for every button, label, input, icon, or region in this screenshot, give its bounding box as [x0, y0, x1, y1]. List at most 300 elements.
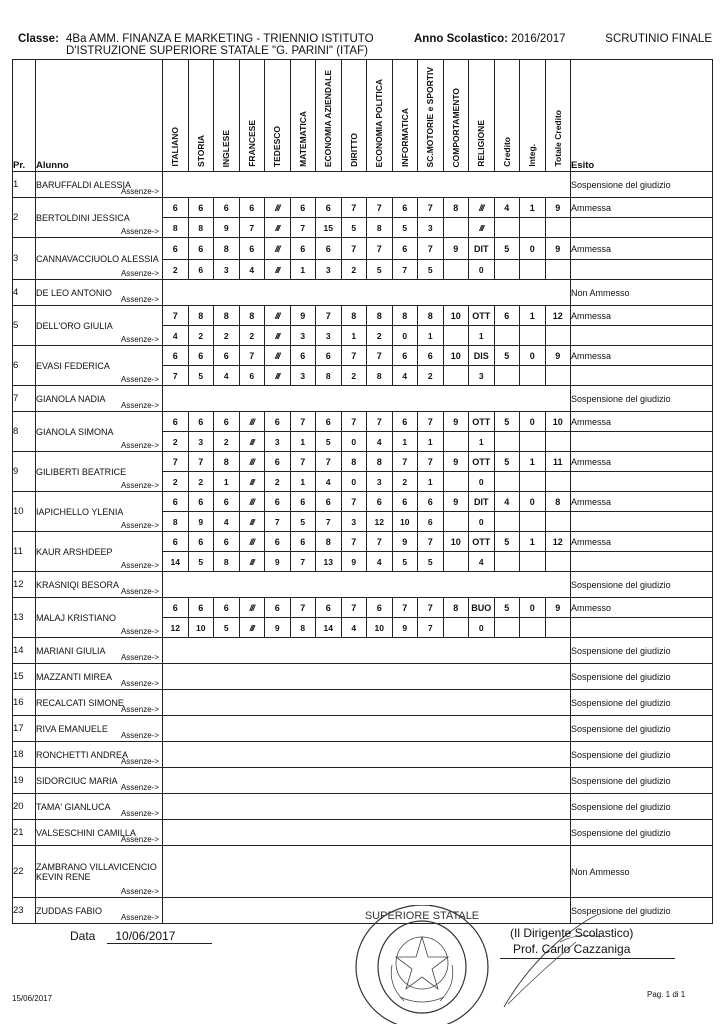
col-header-pr: Pr.: [13, 60, 36, 172]
empty-grades-cell: [163, 690, 571, 716]
assenze-label: Assenze->: [120, 401, 159, 410]
col-header-subject: [443, 60, 469, 172]
assenze-label: Assenze->: [120, 627, 159, 636]
assenze-cell: [545, 512, 571, 532]
grade-cell: 7: [341, 412, 367, 432]
assenze-cell: ///: [239, 618, 265, 638]
student-row: [13, 572, 713, 598]
grade-cell: 5: [494, 452, 520, 472]
assenze-cell: 0: [469, 472, 495, 492]
student-row: [13, 598, 713, 618]
student-number: 7: [13, 386, 36, 412]
grade-cell: DIS: [469, 346, 495, 366]
assenze-cell: 4: [367, 552, 393, 572]
col-header-label: ECONOMIA AZIENDALE: [323, 69, 334, 167]
assenze-cell: 8: [188, 218, 214, 238]
scrutinio-title: SCRUTINIO FINALE: [605, 33, 712, 45]
esito-cell: Sospensione del giudizio: [571, 820, 713, 846]
assenze-cell: 2: [265, 472, 291, 492]
table-body: [13, 172, 713, 924]
assenze-cell: 3: [341, 512, 367, 532]
grade-cell: 5: [494, 598, 520, 618]
student-name: KAUR ARSHDEEP: [36, 546, 113, 557]
student-name-cell: [36, 412, 163, 452]
assenze-cell: 2: [163, 432, 189, 452]
grade-cell: 12: [545, 532, 571, 552]
student-number: 2: [13, 198, 36, 238]
assenze-label: Assenze->: [120, 835, 159, 844]
esito-cell: Ammessa: [571, 532, 713, 552]
student-name-cell: [36, 306, 163, 346]
footer-date: [70, 929, 212, 944]
student-name-cell: [36, 742, 163, 768]
assenze-cell: 7: [239, 218, 265, 238]
col-header-label: ECONOMIA POLITICA: [374, 78, 385, 167]
assenze-cell: [494, 432, 520, 452]
assenze-cell: 9: [265, 552, 291, 572]
esito-empty-cell: [571, 326, 713, 346]
student-number: 9: [13, 452, 36, 492]
student-number: 11: [13, 532, 36, 572]
assenze-cell: [443, 472, 469, 492]
student-name-cell: [36, 716, 163, 742]
student-number: 17: [13, 716, 36, 742]
student-row: [13, 690, 713, 716]
col-header-subject: [341, 60, 367, 172]
assenze-cell: [545, 366, 571, 386]
assenze-cell: [520, 366, 546, 386]
assenze-cell: 3: [290, 326, 316, 346]
grade-cell: 4: [494, 198, 520, 218]
student-number: 5: [13, 306, 36, 346]
assenze-cell: ///: [239, 432, 265, 452]
assenze-label: Assenze->: [120, 653, 159, 662]
grade-cell: 6: [188, 346, 214, 366]
grade-cell: 6: [188, 532, 214, 552]
grade-cell: 6: [392, 198, 418, 218]
empty-grades-cell: [163, 664, 571, 690]
student-row: [13, 664, 713, 690]
grade-cell: 11: [545, 452, 571, 472]
grade-cell: 1: [520, 532, 546, 552]
assenze-cell: 0: [469, 618, 495, 638]
assenze-label: Assenze->: [120, 809, 159, 818]
assenze-cell: 5: [418, 260, 444, 280]
student-name: MARIANI GIULIA: [36, 645, 106, 656]
grade-cell: 9: [443, 238, 469, 260]
grade-cell: ///: [469, 198, 495, 218]
student-name: DELL'ORO GIULIA: [36, 320, 113, 331]
grade-cell: 6: [316, 238, 342, 260]
assenze-cell: 3: [290, 366, 316, 386]
student-row: [13, 386, 713, 412]
assenze-cell: [520, 326, 546, 346]
assenze-cell: 3: [469, 366, 495, 386]
grade-cell: ///: [265, 306, 291, 326]
student-name-cell: [36, 638, 163, 664]
assenze-cell: [443, 326, 469, 346]
grade-cell: 8: [188, 306, 214, 326]
student-name: CANNAVACCIUOLO ALESSIA: [36, 253, 159, 264]
student-name: BARUFFALDI ALESSIA: [36, 179, 132, 190]
grade-cell: 10: [443, 346, 469, 366]
grade-cell: 7: [418, 198, 444, 218]
grade-cell: 8: [367, 452, 393, 472]
assenze-cell: 10: [367, 618, 393, 638]
col-header-subject: [520, 60, 546, 172]
student-row: [13, 532, 713, 552]
grade-cell: 5: [494, 238, 520, 260]
assenze-cell: 0: [392, 326, 418, 346]
grade-cell: 8: [341, 452, 367, 472]
document-header: [18, 33, 712, 59]
grade-cell: 9: [545, 346, 571, 366]
col-header-label: INGLESE: [221, 129, 232, 167]
assenze-cell: [443, 432, 469, 452]
assenze-cell: [443, 366, 469, 386]
grade-cell: BUO: [469, 598, 495, 618]
grade-cell: 8: [341, 306, 367, 326]
assenze-cell: [520, 512, 546, 532]
data-label: Data: [70, 929, 96, 943]
student-name: DE LEO ANTONIO: [36, 287, 112, 298]
page-number: Pag. 1 di 1: [647, 990, 686, 999]
assenze-cell: [494, 326, 520, 346]
assenze-cell: [443, 618, 469, 638]
student-name: VALSESCHINI CAMILLA: [36, 827, 136, 838]
assenze-cell: 9: [392, 618, 418, 638]
assenze-label: Assenze->: [120, 679, 159, 688]
assenze-cell: ///: [265, 260, 291, 280]
assenze-cell: 3: [367, 472, 393, 492]
student-number: 18: [13, 742, 36, 768]
col-header-label: INFORMATICA: [399, 108, 410, 167]
grade-cell: 9: [545, 198, 571, 218]
assenze-cell: [443, 512, 469, 532]
grade-cell: 9: [545, 238, 571, 260]
student-number: 16: [13, 690, 36, 716]
student-name: KRASNIQI BESORA: [36, 579, 120, 590]
assenze-cell: 9: [265, 618, 291, 638]
esito-cell: Non Ammesso: [571, 280, 713, 306]
assenze-cell: [520, 218, 546, 238]
col-header-label: STORIA: [195, 135, 206, 167]
assenze-cell: 5: [188, 552, 214, 572]
esito-cell: Ammessa: [571, 492, 713, 512]
grade-cell: 8: [214, 306, 240, 326]
assenze-cell: [545, 552, 571, 572]
assenze-cell: 14: [316, 618, 342, 638]
student-name: ZUDDAS FABIO: [36, 905, 103, 916]
assenze-cell: 9: [341, 552, 367, 572]
empty-grades-cell: [163, 716, 571, 742]
grade-cell: 6: [265, 598, 291, 618]
col-header-label: TEDESCO: [272, 125, 283, 167]
grade-cell: 6: [290, 532, 316, 552]
grade-cell: 6: [163, 492, 189, 512]
grade-cell: 8: [443, 598, 469, 618]
grade-cell: 9: [443, 412, 469, 432]
assenze-cell: 7: [290, 218, 316, 238]
assenze-cell: [443, 260, 469, 280]
grade-cell: 8: [239, 306, 265, 326]
assenze-cell: 1: [214, 472, 240, 492]
assenze-cell: 1: [418, 432, 444, 452]
grade-cell: 7: [392, 452, 418, 472]
student-name-cell: [36, 386, 163, 412]
student-number: 12: [13, 572, 36, 598]
assenze-cell: [545, 432, 571, 452]
col-header-label: Integ.: [527, 144, 538, 167]
grade-cell: 6: [188, 412, 214, 432]
grade-cell: 7: [367, 238, 393, 260]
grade-cell: 9: [290, 306, 316, 326]
student-row: [13, 742, 713, 768]
col-header-label: Credito: [501, 137, 512, 167]
assenze-cell: [443, 552, 469, 572]
grade-cell: 10: [545, 412, 571, 432]
student-row: [13, 172, 713, 198]
grade-cell: 1: [520, 452, 546, 472]
grade-cell: ///: [265, 238, 291, 260]
grade-cell: 9: [392, 532, 418, 552]
assenze-cell: [545, 618, 571, 638]
student-name-cell: [36, 238, 163, 280]
grade-cell: 7: [341, 198, 367, 218]
assenze-cell: 0: [469, 512, 495, 532]
assenze-cell: 5: [392, 218, 418, 238]
esito-cell: Ammessa: [571, 452, 713, 472]
esito-cell: Sospensione del giudizio: [571, 898, 713, 924]
assenze-cell: [520, 472, 546, 492]
grade-cell: 6: [392, 346, 418, 366]
grade-cell: 7: [418, 452, 444, 472]
assenze-cell: [545, 260, 571, 280]
assenze-cell: 2: [239, 326, 265, 346]
grade-cell: 7: [188, 452, 214, 472]
assenze-cell: 2: [163, 472, 189, 492]
esito-cell: Ammesso: [571, 598, 713, 618]
col-header-label: ITALIANO: [170, 127, 181, 167]
assenze-cell: 1: [341, 326, 367, 346]
esito-empty-cell: [571, 552, 713, 572]
assenze-cell: 8: [290, 618, 316, 638]
grade-cell: 6: [214, 346, 240, 366]
grade-cell: 7: [163, 306, 189, 326]
grade-cell: 6: [239, 238, 265, 260]
assenze-cell: 2: [214, 432, 240, 452]
student-number: 3: [13, 238, 36, 280]
assenze-cell: [520, 260, 546, 280]
col-header-label: Totale Credito: [552, 110, 563, 167]
assenze-cell: ///: [265, 218, 291, 238]
grade-cell: 6: [239, 198, 265, 218]
assenze-cell: [494, 618, 520, 638]
assenze-cell: 3: [214, 260, 240, 280]
student-row: [13, 492, 713, 512]
empty-grades-cell: [163, 742, 571, 768]
grade-cell: 6: [163, 346, 189, 366]
grade-cell: 5: [494, 532, 520, 552]
assenze-cell: 2: [392, 472, 418, 492]
student-name-cell: [36, 572, 163, 598]
classe-value: 4Ba AMM. FINANZA E MARKETING - TRIENNIO ISTITUTO D'ISTRUZIONE SUPERIORE STATALE "G. PARINI" (ITAF): [66, 33, 374, 57]
assenze-cell: 4: [367, 432, 393, 452]
student-name: MALAJ KRISTIANO: [36, 612, 117, 623]
grade-cell: 9: [545, 598, 571, 618]
assenze-cell: 7: [290, 552, 316, 572]
assenze-cell: 1: [469, 432, 495, 452]
grade-cell: 6: [392, 492, 418, 512]
assenze-cell: [494, 472, 520, 492]
student-name-cell: [36, 690, 163, 716]
esito-cell: Sospensione del giudizio: [571, 742, 713, 768]
assenze-cell: 6: [239, 366, 265, 386]
assenze-cell: [443, 218, 469, 238]
assenze-cell: 10: [188, 618, 214, 638]
grade-cell: 7: [341, 598, 367, 618]
grade-cell: 7: [290, 412, 316, 432]
col-header-subject: [545, 60, 571, 172]
student-name-cell: [36, 532, 163, 572]
grade-cell: 7: [367, 198, 393, 218]
assenze-cell: ///: [265, 366, 291, 386]
assenze-cell: 3: [316, 260, 342, 280]
assenze-cell: 5: [188, 366, 214, 386]
student-row: [13, 412, 713, 432]
grade-cell: 7: [367, 412, 393, 432]
assenze-label: Assenze->: [120, 587, 159, 596]
grade-cell: 0: [520, 238, 546, 260]
col-header-label: FRANCESE: [246, 120, 257, 167]
esito-cell: Sospensione del giudizio: [571, 690, 713, 716]
grade-cell: OTT: [469, 452, 495, 472]
esito-cell: Ammessa: [571, 412, 713, 432]
grade-cell: 6: [188, 238, 214, 260]
empty-grades-cell: [163, 794, 571, 820]
grade-cell: 7: [316, 306, 342, 326]
assenze-cell: [494, 260, 520, 280]
student-name-cell: [36, 172, 163, 198]
grade-cell: 6: [214, 598, 240, 618]
assenze-cell: [545, 326, 571, 346]
assenze-cell: 5: [316, 432, 342, 452]
student-name: TAMA' GIANLUCA: [36, 801, 111, 812]
assenze-cell: 14: [163, 552, 189, 572]
empty-grades-cell: [163, 846, 571, 898]
esito-cell: Sospensione del giudizio: [571, 768, 713, 794]
grade-cell: 6: [163, 198, 189, 218]
grade-cell: 7: [341, 346, 367, 366]
grade-cell: 8: [367, 306, 393, 326]
dirigente-name: Prof. Carlo Cazzaniga: [512, 942, 631, 956]
grade-cell: ///: [239, 492, 265, 512]
student-row: [13, 198, 713, 218]
anno-value: 2016/2017: [511, 33, 566, 45]
assenze-cell: 0: [469, 260, 495, 280]
grade-cell: 8: [392, 306, 418, 326]
esito-cell: Sospensione del giudizio: [571, 172, 713, 198]
student-name-cell: [36, 846, 163, 898]
grade-cell: DIT: [469, 238, 495, 260]
student-name-cell: [36, 898, 163, 924]
empty-grades-cell: [163, 820, 571, 846]
assenze-cell: 3: [418, 218, 444, 238]
col-header-subject: [494, 60, 520, 172]
assenze-cell: ///: [469, 218, 495, 238]
assenze-cell: 7: [392, 260, 418, 280]
assenze-label: Assenze->: [120, 705, 159, 714]
student-row: [13, 280, 713, 306]
student-name: RONCHETTI ANDREA: [36, 749, 129, 760]
assenze-label: Assenze->: [120, 269, 159, 278]
grade-cell: 6: [392, 412, 418, 432]
student-number: 14: [13, 638, 36, 664]
grade-cell: OTT: [469, 306, 495, 326]
grade-cell: 7: [239, 346, 265, 366]
grade-cell: 6: [188, 198, 214, 218]
grade-cell: 1: [520, 198, 546, 218]
col-header-subject: [316, 60, 342, 172]
student-name: SIDORCIUC MARIA: [36, 775, 118, 786]
assenze-label: Assenze->: [120, 887, 159, 896]
esito-cell: Ammessa: [571, 198, 713, 218]
student-row: [13, 346, 713, 366]
grade-cell: 6: [392, 238, 418, 260]
data-value: 10/06/2017: [107, 929, 212, 944]
grade-cell: 6: [265, 492, 291, 512]
col-header-esito: Esito: [571, 60, 713, 172]
assenze-label: Assenze->: [120, 441, 159, 450]
empty-grades-cell: [163, 172, 571, 198]
esito-empty-cell: [571, 618, 713, 638]
assenze-cell: 4: [163, 326, 189, 346]
esito-empty-cell: [571, 512, 713, 532]
student-name: GIANOLA NADIA: [36, 393, 106, 404]
assenze-cell: 15: [316, 218, 342, 238]
empty-grades-cell: [163, 280, 571, 306]
student-name: BERTOLDINI JESSICA: [36, 212, 130, 223]
student-number: 20: [13, 794, 36, 820]
student-name-cell: [36, 794, 163, 820]
grade-cell: 6: [316, 198, 342, 218]
assenze-cell: ///: [239, 552, 265, 572]
dirigente-title: (Il Dirigente Scolastico): [510, 926, 634, 940]
assenze-cell: 1: [392, 432, 418, 452]
grade-cell: 6: [163, 238, 189, 260]
grade-cell: 6: [367, 492, 393, 512]
grade-cell: 7: [418, 598, 444, 618]
student-row: [13, 716, 713, 742]
student-name: RIVA EMANUELE: [36, 723, 108, 734]
assenze-cell: 2: [341, 366, 367, 386]
grade-cell: 6: [163, 598, 189, 618]
assenze-cell: [494, 512, 520, 532]
grade-cell: 0: [520, 492, 546, 512]
assenze-cell: 7: [265, 512, 291, 532]
grade-cell: 7: [418, 532, 444, 552]
col-header-subject: [163, 60, 189, 172]
student-row: [13, 638, 713, 664]
student-name-cell: [36, 280, 163, 306]
grade-cell: 9: [443, 492, 469, 512]
grade-cell: 6: [290, 492, 316, 512]
assenze-cell: 5: [341, 218, 367, 238]
student-name-cell: [36, 664, 163, 690]
grade-cell: 6: [214, 412, 240, 432]
student-name: IAPICHELLO YLENIA: [36, 506, 124, 517]
grade-cell: 6: [290, 238, 316, 260]
